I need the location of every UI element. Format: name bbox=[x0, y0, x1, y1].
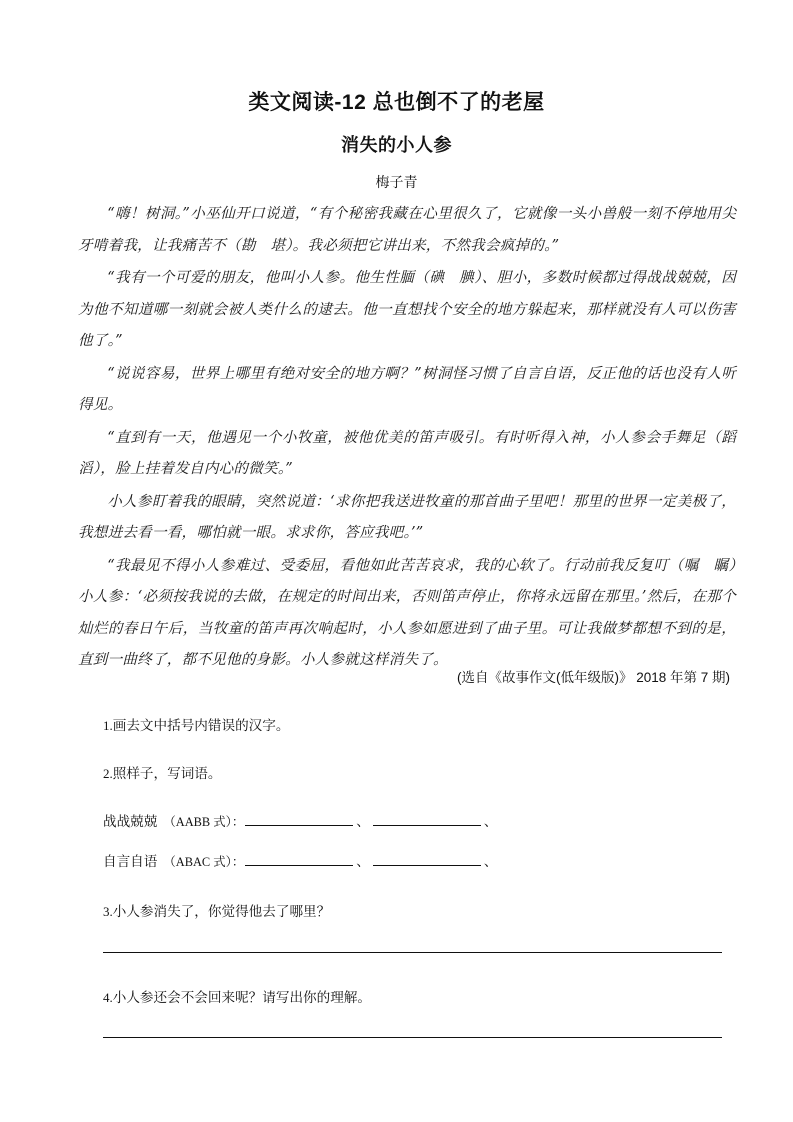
answer-blank[interactable] bbox=[245, 811, 353, 826]
question-4-number: 4. bbox=[103, 990, 113, 1005]
fill-row-abac bbox=[103, 850, 499, 870]
question-3-text: 小人参消失了，你觉得他去了哪里？ bbox=[112, 904, 331, 919]
fill-row-aabb bbox=[103, 810, 499, 830]
passage-paragraph: “直到有一天，他遇见一个小牧童，被他优美的笛声吸引。有时听得入神，小人参会手舞足（蹈 滔），脸上挂着发自内心的微笑。” bbox=[78, 428, 751, 477]
answer-blank[interactable] bbox=[373, 851, 481, 866]
question-2 bbox=[103, 762, 222, 782]
fill-row-pattern: （AABB 式）： bbox=[163, 815, 245, 829]
page-title: 类文阅读-12 总也倒不了的老屋 bbox=[248, 91, 545, 114]
question-1-number: 1. bbox=[103, 718, 113, 733]
question-2-text: 照样子，写词语。 bbox=[112, 766, 222, 781]
answer-blank[interactable] bbox=[245, 851, 353, 866]
author-name: 梅子青 bbox=[375, 174, 418, 190]
question-1 bbox=[103, 714, 289, 734]
answer-line-question-4[interactable] bbox=[103, 1037, 722, 1038]
answer-blank[interactable] bbox=[373, 811, 481, 826]
passage-paragraph: 小人参盯着我的眼睛，突然说道：‘求你把我送进牧童的那首曲子里吧！那里的世界一定美极了，我想进去看一看，哪怕就一眼。求求你，答应我吧。’” bbox=[78, 492, 736, 541]
blank-separator: 、 bbox=[356, 854, 370, 869]
fill-row-label: 战战兢兢 bbox=[103, 814, 158, 829]
question-4 bbox=[103, 986, 371, 1006]
fill-row-pattern: （ABAC 式）： bbox=[163, 855, 245, 869]
blank-separator: 、 bbox=[483, 814, 498, 829]
passage-paragraph: “说说容易，世界上哪里有绝对安全的地方啊？”树洞怪习惯了自言自语，反正他的话也没有人听得见。 bbox=[78, 364, 736, 413]
blank-separator: 、 bbox=[356, 814, 370, 829]
question-3 bbox=[103, 900, 330, 920]
question-2-number: 2. bbox=[103, 766, 113, 781]
answer-line-question-3[interactable] bbox=[103, 952, 722, 953]
source-citation: (选自《故事作文(低年级版)》 2018 年第 7 期) bbox=[456, 670, 730, 685]
passage-paragraph: “我有一个可爱的朋友，他叫小人参。他生性腼（碘 腆）、胆小，多数时候都过得战战兢兢，因为他不知道哪一刻就会被人类什么的逮去。他一直想找个安全的地方躲起来，那样就没有人可以伤害他了。” bbox=[78, 269, 736, 349]
page-subtitle: 消失的小人参 bbox=[341, 135, 452, 155]
question-3-number: 3. bbox=[103, 904, 113, 919]
question-4-text: 小人参还会不会回来呢？请写出你的理解。 bbox=[112, 990, 372, 1005]
passage-body bbox=[78, 198, 751, 677]
blank-separator: 、 bbox=[483, 854, 498, 869]
fill-row-label: 自言自语 bbox=[103, 854, 158, 869]
question-1-text: 画去文中括号内错误的汉字。 bbox=[112, 718, 290, 733]
passage-paragraph: “我最见不得小人参难过、受委屈，看他如此苦苦哀求，我的心软了。行动前我反复叮（嘱 瞩）小人参：‘必须按我说的去做，在规定的时间出来，否则笛声停止，你将永远留在那里。’然后，在那个灿烂的春日午后，当牧童的笛声再次响起时，小人参如愿进到了曲子里。可让我做梦都想不到的是，直到一曲终了，都不见他的身影。小人参就这样消失了。 bbox=[78, 556, 736, 668]
passage-paragraph: “嗨！树洞。”小巫仙开口说道，“有个秘密我藏在心里很久了，它就像一头小兽般一刻不停地用尖牙啃着我，让我痛苦不（勘 堪）。我必须把它讲出来，不然我会疯掉的。” bbox=[78, 205, 736, 254]
